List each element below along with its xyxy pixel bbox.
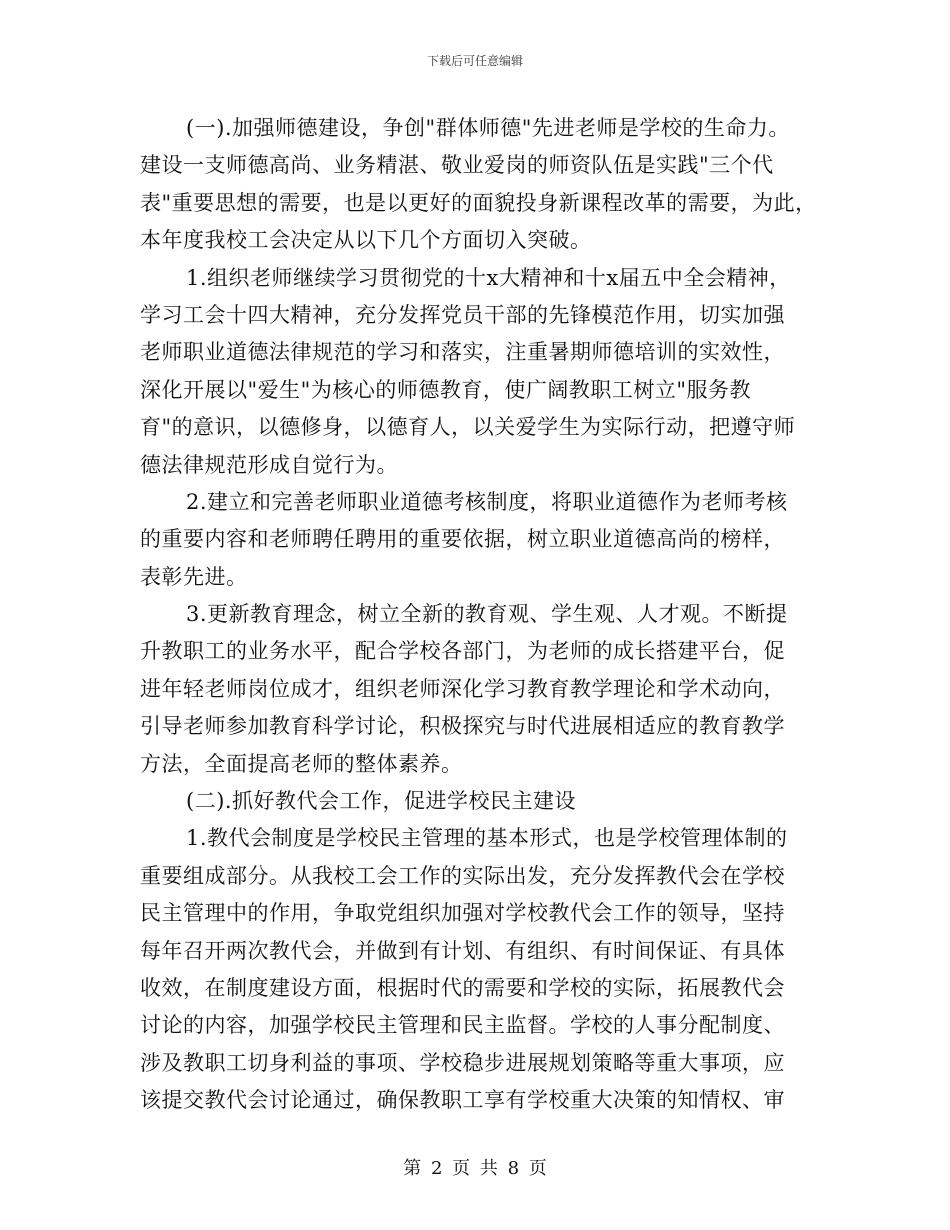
- page-footer: 第 2 页 共 8 页: [403, 1158, 547, 1179]
- text-line: 该提交教代会讨论通过，确保教职工享有学校重大决策的知情权、审: [140, 1088, 785, 1113]
- text-line: 老师职业道德法律规范的学习和落实，注重暑期师德培训的实效性，: [140, 340, 785, 365]
- text-line: 民主管理中的作用，争取党组织加强对学校教代会工作的领导，坚持: [140, 901, 785, 926]
- text-line: 引导老师参加教育科学讨论，积极探究与时代进展相适应的教育教学: [140, 714, 785, 739]
- text-line: 升教职工的业务水平，配合学校各部门，为老师的成长搭建平台，促: [140, 639, 785, 664]
- text-line: 重要组成部分。从我校工会工作的实际出发，充分发挥教代会在学校: [140, 863, 785, 888]
- text-line: 讨论的内容，加强学校民主管理和民主监督。学校的人事分配制度、: [140, 1013, 785, 1038]
- text-line: (二).抓好教代会工作，促进学校民主建设: [186, 789, 577, 814]
- text-line: 表"重要思想的需要，也是以更好的面貌投身新课程改革的需要，为此，: [140, 190, 817, 215]
- text-line: 的重要内容和老师聘任聘用的重要依据，树立职业道德高尚的榜样，: [140, 527, 785, 552]
- text-line: 1.教代会制度是学校民主管理的基本形式，也是学校管理体制的: [186, 826, 788, 851]
- text-line: 德法律规范形成自觉行为。: [140, 452, 398, 477]
- text-line: (一).加强师德建设，争创"群体师德"先进老师是学校的生命力。: [186, 116, 790, 140]
- page-header: 下载后可任意编辑: [426, 54, 523, 68]
- text-line: 涉及教职工切身利益的事项、学校稳步进展规划策略等重大事项，应: [140, 1050, 785, 1075]
- text-line: 建设一支师德高尚、业务精湛、敬业爱岗的师资队伍是实践"三个代: [140, 153, 774, 178]
- text-line: 3.更新教育理念，树立全新的教育观、学生观、人才观。不断提: [186, 602, 788, 627]
- text-line: 1.组织老师继续学习贯彻党的十x大精神和十x届五中全会精神，: [186, 265, 791, 290]
- text-line: 2.建立和完善老师职业道德考核制度，将职业道德作为老师考核: [186, 489, 788, 514]
- text-line: 学习工会十四大精神，充分发挥党员干部的先锋模范作用，切实加强: [140, 302, 785, 327]
- text-line: 表彰先进。: [140, 564, 248, 589]
- text-line: 收效，在制度建设方面，根据时代的需要和学校的实际，拓展教代会: [140, 975, 785, 1000]
- text-line: 深化开展以"爱生"为核心的师德教育，使广阔教职工树立"服务教: [140, 377, 751, 402]
- document-body: [140, 110, 820, 1120]
- text-line: 本年度我校工会决定从以下几个方面切入突破。: [140, 228, 592, 253]
- text-line: 进年轻老师岗位成才，组织老师深化学习教育教学理论和学术动向，: [140, 676, 785, 701]
- text-line: 方法，全面提高老师的整体素养。: [140, 751, 463, 776]
- text-line: 育"的意识，以德修身，以德育人，以关爱学生为实际行动，把遵守师: [140, 415, 796, 440]
- text-line: 每年召开两次教代会，并做到有计划、有组织、有时间保证、有具体: [140, 938, 785, 963]
